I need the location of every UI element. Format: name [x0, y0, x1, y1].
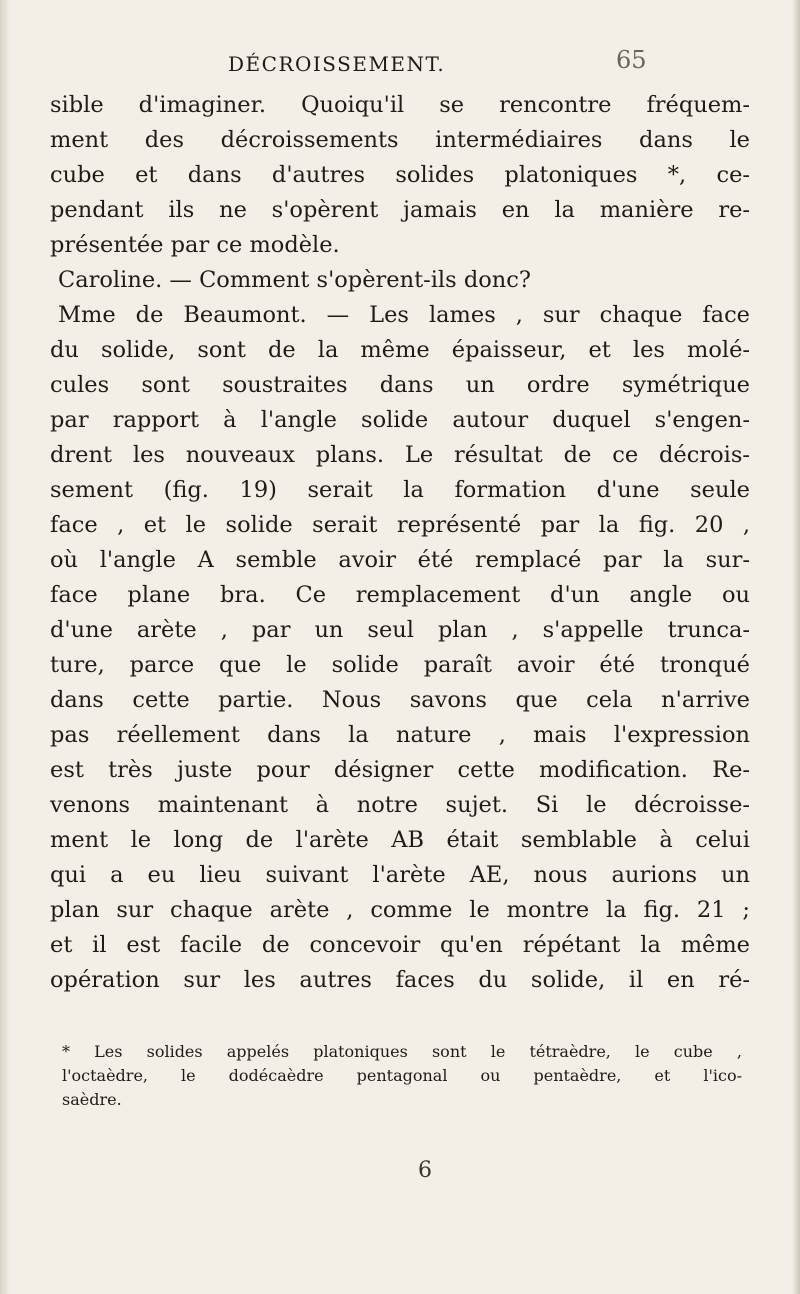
- page-header: [0, 46, 800, 82]
- text-line: qui a eu lieu suivant l'arète AE, nous aurions un: [50, 862, 750, 888]
- text-line: cube et dans d'autres solides platoniques *, ce-: [50, 162, 750, 188]
- text-line: face , et le solide serait représenté par la fig. 20 ,: [50, 512, 750, 538]
- text-line: présentée par ce modèle.: [50, 232, 340, 258]
- text-line: du solide, sont de la même épaisseur, et les molé-: [50, 337, 750, 363]
- text-line: Caroline. — Comment s'opèrent-ils donc?: [58, 267, 531, 293]
- text-line: cules sont soustraites dans un ordre symétrique: [50, 372, 750, 398]
- page-number: 65: [616, 46, 647, 74]
- footnote-line: saèdre.: [62, 1090, 122, 1109]
- text-line: Mme de Beaumont. — Les lames , sur chaque face: [58, 302, 750, 328]
- page-gutter-shadow: [0, 0, 10, 1294]
- text-line: pas réellement dans la nature , mais l'expression: [50, 722, 750, 748]
- page-edge: [792, 0, 800, 1294]
- text-line: ment des décroissements intermédiaires dans le: [50, 127, 750, 153]
- text-line: est très juste pour désigner cette modification. Re-: [50, 757, 750, 783]
- running-head: DÉCROISSEMENT.: [228, 52, 446, 76]
- text-line: et il est facile de concevoir qu'en répétant la même: [50, 932, 750, 958]
- footnote: [62, 1040, 742, 1112]
- text-line: venons maintenant à notre sujet. Si le décroisse-: [50, 792, 750, 818]
- text-line: sement (fig. 19) serait la formation d'une seule: [50, 477, 750, 503]
- body-text: [50, 88, 750, 998]
- text-line: ment le long de l'arète AB était semblable à celui: [50, 827, 750, 853]
- text-line: face plane bra. Ce remplacement d'un angle ou: [50, 582, 750, 608]
- text-line: dans cette partie. Nous savons que cela n'arrive: [50, 687, 750, 713]
- text-line: ture, parce que le solide paraît avoir été tronqué: [50, 652, 750, 678]
- text-line: sible d'imaginer. Quoiqu'il se rencontre fréquem-: [50, 92, 750, 118]
- footnote-line: * Les solides appelés platoniques sont le tétraèdre, le cube ,: [62, 1042, 742, 1061]
- signature-mark: 6: [418, 1158, 432, 1183]
- footnote-line: l'octaèdre, le dodécaèdre pentagonal ou pentaèdre, et l'ico-: [62, 1066, 742, 1085]
- text-line: plan sur chaque arète , comme le montre la fig. 21 ;: [50, 897, 750, 923]
- text-line: opération sur les autres faces du solide, il en ré-: [50, 967, 750, 993]
- text-line: par rapport à l'angle solide autour duquel s'engen-: [50, 407, 750, 433]
- text-line: d'une arète , par un seul plan , s'appelle trunca-: [50, 617, 750, 643]
- text-line: où l'angle A semble avoir été remplacé par la sur-: [50, 547, 750, 573]
- text-line: pendant ils ne s'opèrent jamais en la manière re-: [50, 197, 750, 223]
- text-line: drent les nouveaux plans. Le résultat de ce décrois-: [50, 442, 750, 468]
